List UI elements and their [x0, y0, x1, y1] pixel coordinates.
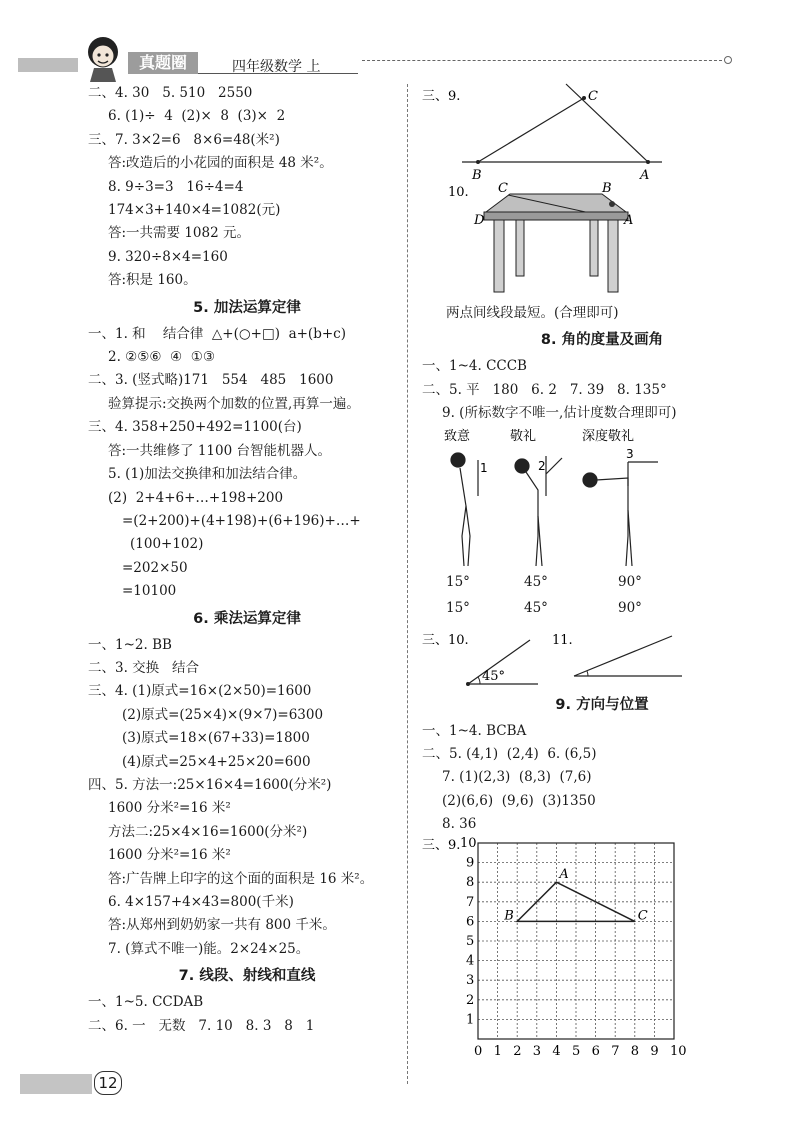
answer-line: 一、1~5. CCDAB — [88, 994, 204, 1011]
section-title: 6. 乘法运算定律 — [193, 610, 301, 627]
section-title: 5. 加法运算定律 — [193, 299, 301, 316]
point-label: B — [504, 908, 514, 924]
answer-line: 四、5. 方法一:25×16×4=1600(分米²) — [88, 776, 332, 793]
answer-line: 5. (1)加法交换律和加法结合律。 — [108, 466, 307, 483]
page-number: 12 — [94, 1071, 122, 1095]
answer-line: 9. 320÷8×4=160 — [108, 248, 228, 265]
axis-tick-label: 1 — [466, 1012, 475, 1028]
column-divider — [407, 84, 408, 1084]
answer-line: 9. (所标数字不唯一,估计度数合理即可) — [442, 405, 677, 422]
section-title: 7. 线段、射线和直线 — [178, 968, 316, 985]
book-subtitle: 四年级数学 上 — [232, 59, 321, 75]
header-bar — [18, 58, 78, 72]
answer-line: 答:改造后的小花园的面积是 48 米²。 — [108, 155, 333, 172]
degree-value: 45° — [524, 599, 548, 616]
degree-rows — [422, 574, 782, 626]
bow-label: 致意 — [444, 428, 471, 444]
point-label: B — [472, 168, 482, 182]
axis-tick-label: 3 — [466, 972, 475, 988]
axis-tick-label: 2 — [513, 1043, 522, 1057]
bowing-figure — [422, 426, 782, 574]
answer-line: 二、5. 平 180 6. 2 7. 39 8. 135° — [422, 381, 667, 398]
degree-value: 15° — [446, 599, 470, 616]
degree-value: 90° — [618, 573, 642, 590]
answer-line: 一、1~4. BCBA — [422, 722, 527, 739]
bow-label: 深度敬礼 — [582, 428, 635, 444]
axis-tick-label: 8 — [466, 874, 475, 890]
axis-tick-label: 9 — [466, 855, 475, 871]
answer-line: (100+102) — [130, 536, 204, 553]
axis-tick-label: 8 — [630, 1043, 640, 1057]
point-label: A — [559, 866, 569, 882]
answer-line: 6. (1)÷ 4 (2)× 8 (3)× 2 — [108, 108, 286, 125]
footer-bar — [20, 1074, 92, 1094]
answer-line: 两点间线段最短。(合理即可) — [446, 305, 619, 321]
answer-line: (2)原式=(25×4)×(9×7)=6300 — [122, 706, 324, 723]
question-number: 10. — [448, 185, 469, 200]
axis-tick-label: 10 — [670, 1043, 687, 1057]
answer-line: (4)原式=25×4+25×20=600 — [122, 753, 311, 770]
answer-line: 三、4. (1)原式=16×(2×50)=1600 — [88, 683, 312, 700]
angle-figures — [422, 626, 782, 690]
bow-label: 敬礼 — [510, 428, 537, 444]
answer-line: 答:从郑州到奶奶家一共有 800 千米。 — [108, 917, 336, 934]
answer-line: 三、4. 358+250+492=1100(台) — [88, 419, 302, 436]
answer-line: =(2+200)+(4+198)+(6+196)+…+ — [122, 512, 361, 529]
point-label: C — [588, 89, 598, 104]
axis-tick-label: 4 — [552, 1043, 561, 1057]
axis-tick-label: 9 — [650, 1043, 659, 1057]
answer-line: (2) 2+4+6+…+198+200 — [108, 489, 284, 506]
question-number: 三、9. — [422, 89, 461, 104]
point-label: C — [498, 182, 508, 196]
answer-line: 8. 36 — [442, 816, 477, 833]
axis-tick-label: 5 — [572, 1043, 581, 1057]
coordinate-grid — [422, 837, 782, 1057]
answer-line: 二、3. (竖式略)171 554 485 1600 — [88, 372, 334, 389]
answer-line: =10100 — [122, 583, 177, 600]
answer-line: 二、4. 30 5. 510 2550 — [88, 85, 253, 101]
axis-tick-label: 2 — [466, 992, 475, 1008]
point-label: C — [637, 908, 648, 924]
answer-line: 一、1~2. BB — [88, 636, 172, 653]
triangle-figure — [422, 82, 782, 182]
answer-line: 一、1~4. CCCB — [422, 358, 527, 375]
degree-value: 45° — [524, 573, 548, 590]
table-figure — [422, 182, 782, 302]
axis-tick-label: 1 — [493, 1043, 502, 1057]
axis-tick-label: 6 — [466, 914, 475, 930]
point-label: B — [602, 182, 612, 196]
degree-value: 15° — [446, 573, 470, 590]
angle-mark: 1 — [480, 460, 488, 475]
section-title: 9. 方向与位置 — [555, 696, 649, 713]
left-column — [88, 82, 406, 1038]
answer-line: 二、6. 一 无数 7. 10 8. 3 8 1 — [88, 1017, 315, 1034]
answer-line: 答:一共需要 1082 元。 — [108, 225, 250, 242]
point-label: D — [474, 213, 485, 228]
question-number: 三、10. — [422, 632, 469, 648]
x-axis-labels — [474, 1044, 687, 1057]
answer-line: 1600 分米²=16 米² — [108, 800, 231, 817]
answer-line: 答:积是 160。 — [108, 272, 197, 289]
answer-line: 二、3. 交换 结合 — [88, 659, 200, 676]
point-label: A — [624, 213, 634, 228]
answer-line: 7. (1)(2,3) (8,3) (7,6) — [442, 769, 592, 786]
answer-line: =202×50 — [122, 559, 188, 576]
answer-line: 174×3+140×4=1082(元) — [108, 202, 281, 219]
answer-line: 验算提示:交换两个加数的位置,再算一遍。 — [108, 395, 360, 412]
answer-line: 答:一共维修了 1100 台智能机器人。 — [108, 442, 331, 459]
answer-line: 8. 9÷3=3 16÷4=4 — [108, 178, 244, 195]
right-column — [422, 82, 782, 1057]
axis-tick-label: 4 — [466, 953, 475, 969]
axis-tick-label: 7 — [611, 1043, 620, 1057]
answer-line: 7. (算式不唯一)能。2×24×25。 — [108, 940, 310, 957]
angle-mark: 3 — [626, 446, 634, 461]
question-number: 11. — [552, 632, 573, 648]
axis-tick-label: 10 — [460, 836, 477, 851]
mascot-icon — [80, 34, 126, 82]
section-title: 8. 角的度量及画角 — [540, 332, 664, 349]
answer-line: 方法二:25×4×16=1600(分米²) — [108, 823, 308, 840]
header-end-dot — [724, 56, 732, 64]
header-underline — [198, 73, 358, 74]
answer-line: 一、1. 和 结合律 △+(○+□) a+(b+c) — [88, 325, 346, 342]
answer-line: 2. ②⑤⑥ ④ ①③ — [108, 349, 215, 366]
point-label: A — [640, 168, 650, 182]
degree-value: 90° — [618, 599, 642, 616]
angle-mark: 2 — [538, 458, 546, 473]
answer-line: (2)(6,6) (9,6) (3)1350 — [442, 792, 596, 809]
answer-line: 答:广告牌上印字的这个面的面积是 16 米²。 — [108, 870, 374, 887]
axis-tick-label: 3 — [532, 1043, 542, 1057]
axis-tick-label: 6 — [591, 1043, 600, 1057]
y-axis-labels — [460, 837, 477, 1027]
axis-tick-label: 7 — [466, 894, 475, 910]
axis-tick-label: 0 — [474, 1043, 483, 1057]
brand-title: 真题圈 — [128, 52, 198, 74]
answer-line: 1600 分米²=16 米² — [108, 847, 231, 864]
question-number: 三、9. — [422, 837, 461, 853]
answer-line: (3)原式=18×(67+33)=1800 — [122, 730, 310, 747]
answer-line: 三、7. 3×2=6 8×6=48(米²) — [88, 131, 280, 148]
answer-line: 二、5. (4,1) (2,4) 6. (6,5) — [422, 746, 597, 763]
header-dashed-rule — [362, 60, 722, 61]
angle-label: 45° — [482, 668, 506, 684]
axis-tick-label: 5 — [466, 933, 475, 949]
answer-line: 6. 4×157+4×43=800(千米) — [108, 894, 294, 910]
